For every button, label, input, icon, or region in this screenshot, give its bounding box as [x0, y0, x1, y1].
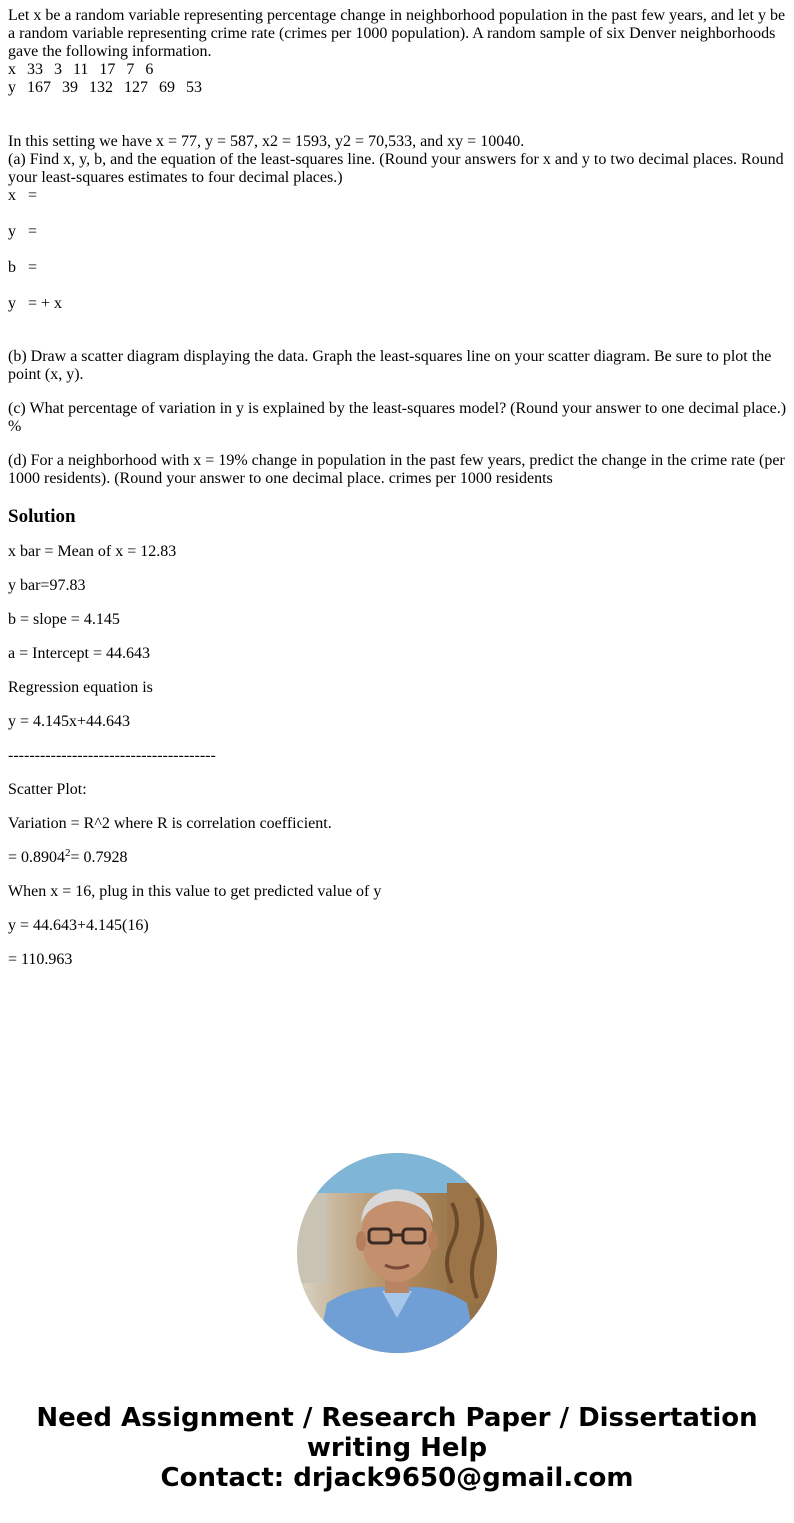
solution-line: = 110.963	[8, 951, 73, 968]
x-value: 33	[27, 61, 43, 78]
solution-line: b = slope = 4.145	[8, 611, 120, 628]
x-value: 7	[126, 61, 135, 78]
part-b-text: (b) Draw a scatter diagram displaying the data. Graph the least-squares line on your scatter diagram. Be sure to plot the point (x, y).	[8, 348, 772, 383]
x-value: 17	[99, 61, 116, 78]
y-value: 167	[27, 79, 51, 96]
xbar-field: x =	[8, 187, 38, 204]
y-row-label: y	[8, 79, 16, 96]
solution-line: y = 44.643+4.145(16)	[8, 917, 149, 934]
solution-line	[8, 849, 788, 867]
y-value: 69	[159, 79, 175, 96]
x-value: 11	[73, 61, 89, 78]
x-value: 3	[54, 61, 62, 78]
solution-line: y = 4.145x+44.643	[8, 713, 131, 730]
y-value: 127	[124, 79, 148, 96]
x-row-label: x	[8, 61, 16, 78]
solution-heading: Solution	[8, 506, 76, 527]
slope-field: b =	[8, 259, 38, 276]
y-value: 132	[89, 79, 113, 96]
solution-line: When x = 16, plug in this value to get predicted value of y	[8, 883, 382, 900]
question-intro: Let x be a random variable representing percentage change in neighborhood population in the past few years, and let y be a random variable representing crime rate (crimes per 1000 population). A random sample of six Denver neighborhoods gave the following information.	[8, 7, 786, 60]
author-avatar	[297, 1153, 497, 1353]
author-portrait-image	[297, 1153, 497, 1353]
solution-line: y bar=97.83	[8, 577, 86, 594]
solution-line: Variation = R^2 where R is correlation coefficient.	[8, 815, 332, 832]
footer-contact	[0, 1403, 794, 1493]
part-d-text: (d) For a neighborhood with x = 19% change in population in the past few years, predict the change in the crime rate (per 1000 residents). (Round your answer to one decimal place. crimes per 1000 residents	[8, 452, 785, 487]
part-a-text: (a) Find x, y, b, and the equation of the least-squares line. (Round your answers for x and y to two decimal places. Round your least-squares estimates to four decimal places.)	[8, 151, 784, 186]
solution-block	[8, 506, 788, 985]
footer-contact-email: Contact: drjack9650@gmail.com	[160, 1463, 634, 1493]
solution-line: x bar = Mean of x = 12.83	[8, 543, 177, 560]
equation-field: y = + x	[8, 295, 63, 312]
r-squared-value: = 0.7928	[70, 849, 128, 866]
divider-line: ---------------------------------------	[8, 747, 216, 764]
footer-line: writing Help	[306, 1433, 488, 1463]
x-value: 6	[145, 61, 154, 78]
solution-line: Regression equation is	[8, 679, 153, 696]
y-value: 39	[62, 79, 78, 96]
question-block	[8, 7, 788, 488]
r-value: = 0.8904	[8, 849, 66, 866]
y-value: 53	[186, 79, 202, 96]
solution-line: Scatter Plot:	[8, 781, 87, 798]
x-data-row	[8, 61, 788, 79]
exponent: 2	[65, 847, 71, 859]
solution-line: a = Intercept = 44.643	[8, 645, 150, 662]
setting-text: In this setting we have x = 77, y = 587, x2 = 1593, y2 = 70,533, and xy = 10040.	[8, 133, 525, 150]
part-c-text: (c) What percentage of variation in y is explained by the least-squares model? (Round your answer to one decimal place.) %	[8, 400, 787, 435]
footer-line: Need Assignment / Research Paper / Dissertation	[36, 1403, 758, 1433]
y-data-row	[8, 79, 788, 97]
ybar-field: y =	[8, 223, 38, 240]
